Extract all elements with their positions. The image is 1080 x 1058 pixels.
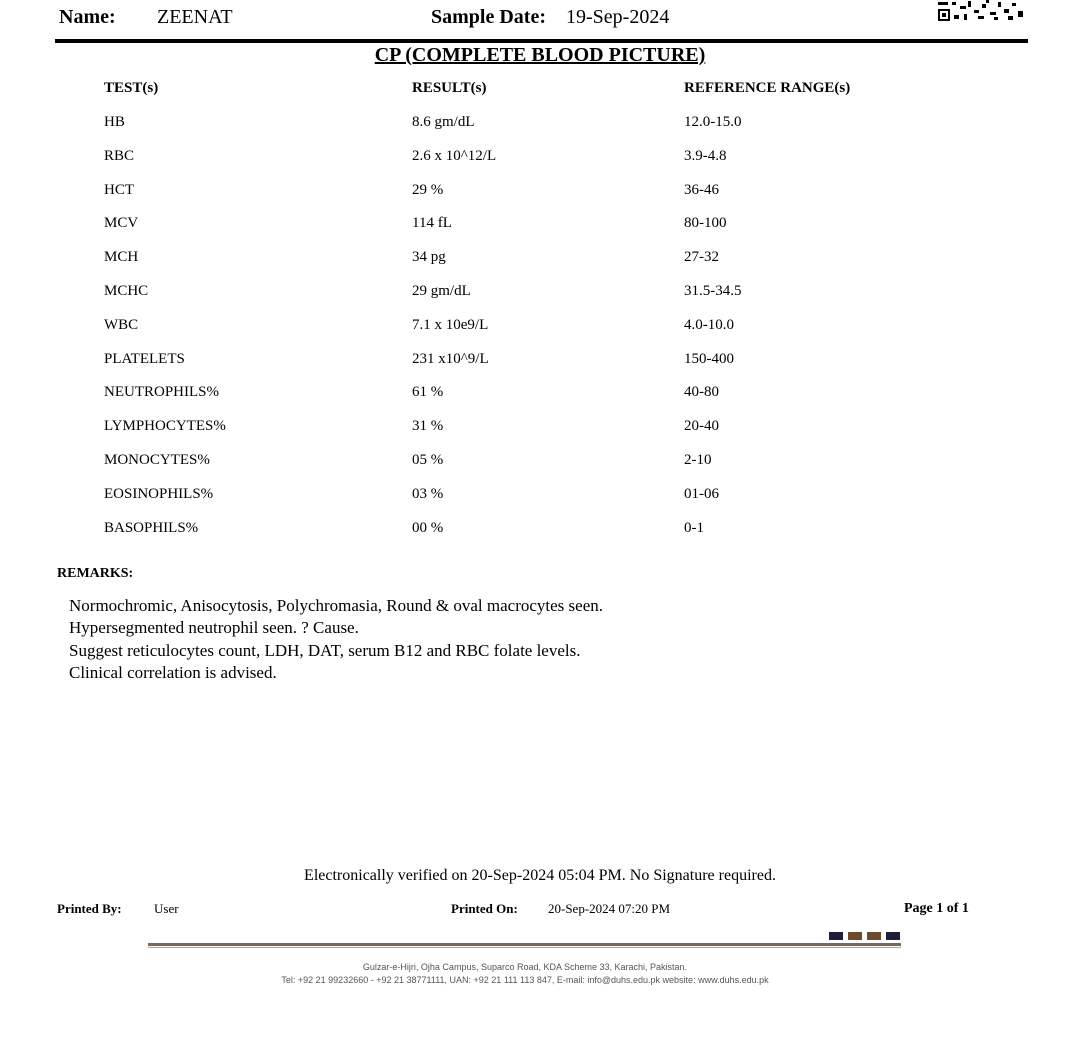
test-result: 231 x10^9/L	[412, 350, 489, 367]
table-row	[0, 384, 1080, 404]
reference-range: 12.0-15.0	[684, 114, 742, 130]
header-rule	[55, 39, 1028, 43]
reference-range: 40-80	[684, 384, 719, 401]
reference-range: 80-100	[684, 215, 727, 232]
table-row	[0, 148, 1080, 168]
printed-by-label: Printed By:	[57, 901, 122, 916]
decor-square	[848, 932, 862, 940]
test-result: 29 gm/dL	[412, 283, 471, 299]
verification-note: Electronically verified on 20-Sep-2024 05:04 PM. No Signature required.	[304, 867, 776, 884]
reference-range: 150-400	[684, 350, 734, 367]
page-number: Page 1 of 1	[904, 901, 969, 916]
test-name: MCH	[104, 249, 139, 266]
test-result: 7.1 x 10e9/L	[412, 316, 489, 333]
test-name: HB	[104, 114, 125, 130]
decor-square	[886, 932, 900, 940]
table-row	[0, 418, 1080, 438]
table-row	[0, 215, 1080, 235]
remark-line: Clinical correlation is advised.	[69, 663, 277, 682]
test-result: 8.6 gm/dL	[412, 114, 475, 130]
remark-line: Normochromic, Anisocytosis, Polychromasia, Round & oval macrocytes seen.	[69, 596, 603, 615]
test-name: RBC	[104, 147, 135, 164]
test-name: WBC	[104, 316, 139, 333]
table-row	[0, 182, 1080, 202]
sample-date-value: 19-Sep-2024	[566, 6, 670, 28]
test-name: NEUTROPHILS%	[104, 384, 219, 401]
qr-code-icon	[938, 0, 1026, 22]
patient-name: ZEENAT	[157, 6, 233, 28]
test-result: 29 %	[412, 181, 444, 198]
test-result: 31 %	[412, 418, 444, 435]
address-line: Gulzar-e-Hijri, Ojha Campus, Suparco Road, KDA Scheme 33, Karachi, Pakistan.	[362, 962, 688, 972]
report-title: CP (COMPLETE BLOOD PICTURE)	[374, 44, 706, 66]
remark-line: Suggest reticulocytes count, LDH, DAT, serum B12 and RBC folate levels.	[69, 641, 581, 660]
decor-square	[829, 932, 843, 940]
test-name: MONOCYTES%	[104, 452, 210, 468]
printed-by-value: User	[154, 901, 179, 916]
table-row	[0, 249, 1080, 269]
test-result: 03 %	[412, 485, 444, 502]
footer-rule-thin	[148, 947, 901, 948]
test-name: PLATELETS	[104, 350, 185, 367]
reference-range: 20-40	[684, 418, 719, 435]
table-row	[0, 114, 1080, 134]
reference-range: 01-06	[684, 485, 719, 502]
table-row	[0, 351, 1080, 371]
printed-on-value: 20-Sep-2024 07:20 PM	[548, 901, 671, 916]
remark-line: Hypersegmented neutrophil seen. ? Cause.	[69, 618, 359, 637]
reference-range: 36-46	[684, 181, 719, 198]
reference-range: 3.9-4.8	[684, 147, 727, 164]
sample-date-label: Sample Date:	[431, 6, 546, 28]
test-result: 00 %	[412, 519, 444, 536]
reference-range: 2-10	[684, 452, 712, 468]
table-row	[0, 452, 1080, 472]
column-header-range: REFERENCE RANGE(s)	[684, 80, 851, 96]
test-name: EOSINOPHILS%	[104, 485, 214, 502]
test-result: 34 pg	[412, 249, 446, 266]
footer-rule	[148, 943, 901, 946]
test-name: HCT	[104, 181, 134, 198]
table-row	[0, 317, 1080, 337]
test-result: 61 %	[412, 384, 444, 401]
test-result: 2.6 x 10^12/L	[412, 147, 497, 164]
printed-on-label: Printed On:	[451, 901, 518, 916]
column-header-test: TEST(s)	[104, 80, 159, 96]
column-header-result: RESULT(s)	[412, 80, 487, 96]
reference-range: 27-32	[684, 249, 719, 266]
test-name: MCV	[104, 215, 139, 232]
contact-line: Tel: +92 21 99232660 - +92 21 38771111, UAN: +92 21 111 113 847, E-mail: info@duhs.edu.pk website: www.duhs.edu.pk	[281, 975, 769, 985]
table-row	[0, 520, 1080, 540]
reference-range: 31.5-34.5	[684, 283, 742, 299]
reference-range: 0-1	[684, 519, 704, 536]
decor-square	[867, 932, 881, 940]
remarks-label: REMARKS:	[57, 566, 134, 581]
test-result: 114 fL	[412, 215, 452, 232]
table-row	[0, 283, 1080, 303]
name-label: Name:	[59, 6, 116, 28]
test-name: LYMPHOCYTES%	[104, 418, 226, 435]
test-name: MCHC	[104, 283, 149, 299]
test-name: BASOPHILS%	[104, 519, 199, 536]
test-result: 05 %	[412, 452, 444, 468]
table-row	[0, 486, 1080, 506]
reference-range: 4.0-10.0	[684, 316, 734, 333]
